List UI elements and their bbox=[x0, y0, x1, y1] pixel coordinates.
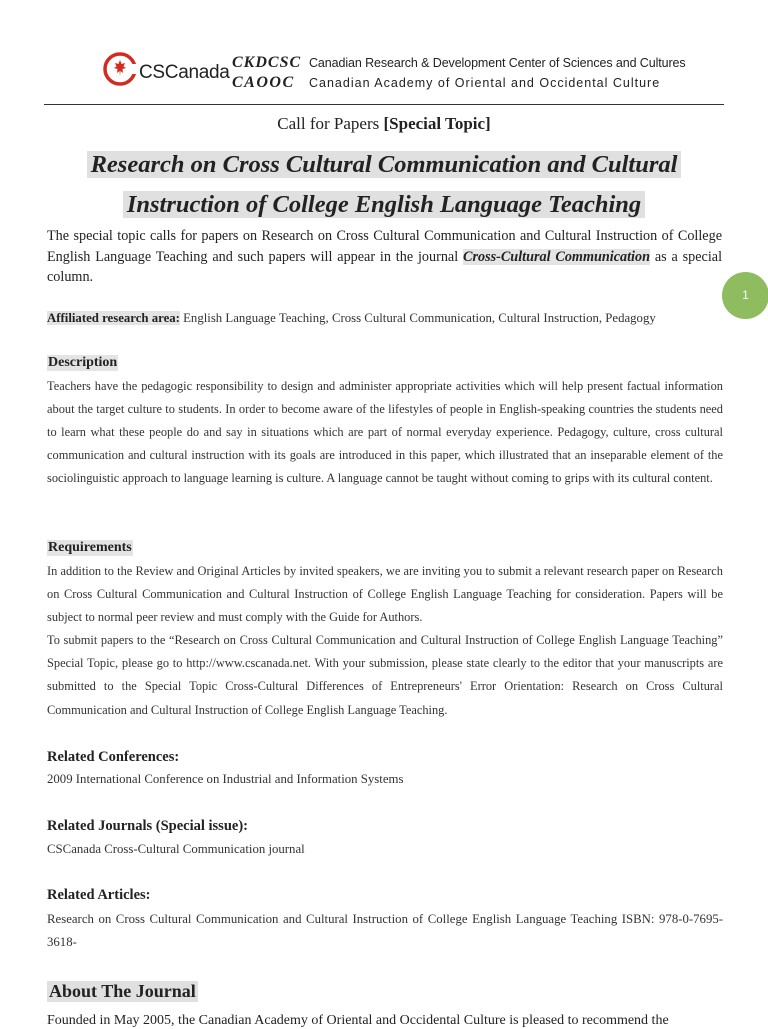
about-journal-text: Founded in May 2005, the Canadian Academy of Oriental and Occidental Culture is pleased to recommend the bbox=[47, 1013, 669, 1028]
call-for-papers-line bbox=[0, 114, 768, 134]
about-journal-heading: About The Journal bbox=[49, 981, 196, 1001]
document-header bbox=[0, 0, 768, 104]
org-name-2: Canadian Academy of Oriental and Occidental Culture bbox=[309, 76, 661, 90]
logo-text: CSCanada bbox=[139, 62, 230, 83]
affiliated-value: English Language Teaching, Cross Cultural Communication, Cultural Instruction, Pedagogy bbox=[179, 311, 656, 325]
related-journals-text: CSCanada Cross-Cultural Communication journal bbox=[47, 842, 305, 856]
cfp-topic: [Special Topic] bbox=[383, 114, 491, 133]
journal-name: Cross-Cultural Communication bbox=[463, 248, 650, 265]
page-title-line-1: Research on Cross Cultural Communication and Cultural bbox=[0, 151, 768, 179]
requirements-paragraph-2: To submit papers to the “Research on Cross Cultural Communication and Cultural Instruction of College English Language Teaching” Special Topic, please go to http://www.cscanada.net. With your submission, please state clearly to the editor that your manuscripts are submitted to the Special Topic Cross-Cultural Differences of Entrepreneurs' Error Orientation: Research on Cross Cultural Communication and Cultural Instruction of College English Language Teaching. bbox=[47, 633, 723, 717]
affiliated-research-area bbox=[47, 311, 656, 326]
related-articles-heading: Related Articles: bbox=[47, 887, 151, 903]
related-conferences-heading: Related Conferences: bbox=[47, 749, 180, 765]
page-number-badge[interactable]: 1 bbox=[722, 272, 768, 319]
org-name-1: Canadian Research & Development Center of Sciences and Cultures bbox=[309, 56, 686, 70]
requirements-text bbox=[47, 560, 723, 722]
related-journals-heading: Related Journals (Special issue): bbox=[47, 818, 248, 834]
cfp-prefix: Call for Papers bbox=[277, 114, 384, 133]
page-title-line-2: Instruction of College English Language Teaching bbox=[0, 191, 768, 219]
cscanada-logo-icon bbox=[103, 52, 137, 86]
description-text: Teachers have the pedagogic responsibility to design and administer appropriate activities which will help present factual information about the target culture to students. In order to become aware of the lifestyles of people in English-speaking countries the students need to learn what these people do and say in situations which are part of normal everyday experience. Pedagogy, culture, cross cultural communication and cultural instruction with its goals are introduced in this paper, which illustrated that an inseparable element of the sociolinguistic approach to language learning is culture. A language cannot be taught without coming to grips with its cultural content. bbox=[47, 379, 723, 486]
intro-paragraph: The special topic calls for papers on Research on Cross Cultural Communication and Cultural Instruction of College English Language Teaching and such papers will appear in the journal Cross-Cultural Communication as a special column. bbox=[47, 228, 723, 285]
description-heading: Description bbox=[48, 355, 118, 370]
affiliated-label: Affiliated research area: bbox=[47, 311, 180, 325]
related-conferences-text: 2009 International Conference on Industrial and Information Systems bbox=[47, 772, 404, 786]
requirements-heading: Requirements bbox=[48, 540, 132, 555]
related-articles-text: Research on Cross Cultural Communication and Cultural Instruction of College English Language Teaching ISBN: 978-0-7695-3618- bbox=[47, 912, 723, 949]
header-rule bbox=[44, 104, 724, 105]
org-abbr-caooc: CAOOC bbox=[232, 74, 295, 91]
org-abbr-ckdcsc: CKDCSC bbox=[232, 54, 302, 71]
requirements-paragraph-1: In addition to the Review and Original Articles by invited speakers, we are inviting you to submit a relevant research paper on Research on Cross Cultural Communication and Cultural Instruction of College English Language Teaching for consideration. Papers will be subject to normal peer review and must comply with the Guide for Authors. bbox=[47, 564, 723, 625]
